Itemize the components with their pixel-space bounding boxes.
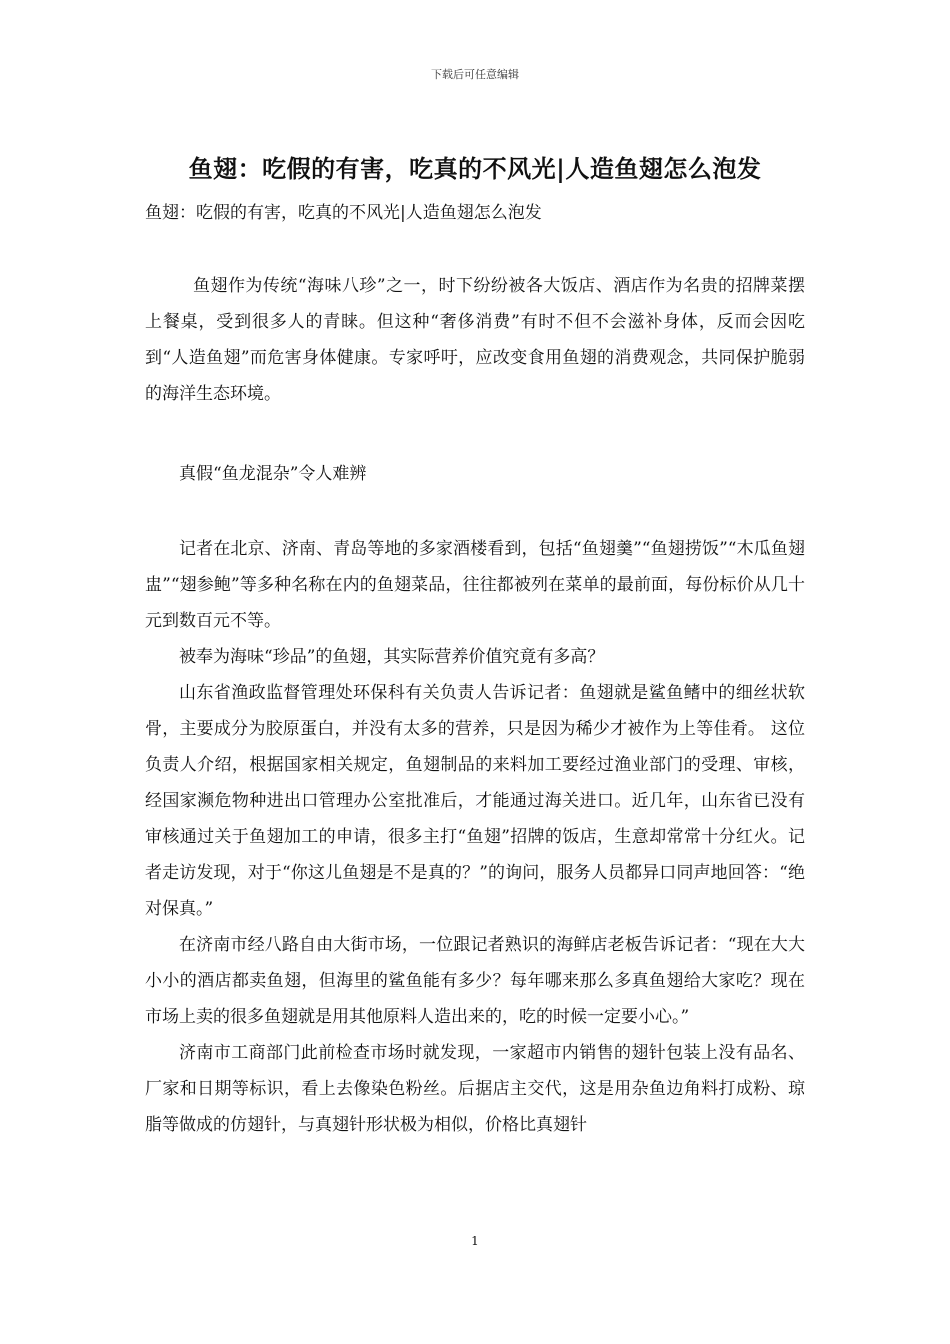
body-paragraph: 在济南市经八路自由大街市场，一位跟记者熟识的海鲜店老板告诉记者：“现在大大小小的酒店都卖鱼翅，但海里的鲨鱼能有多少？每年哪来那么多真鱼翅给大家吃？现在市场上卖的很多鱼翅就是用其他原料人造出来的，吃的时候一定要小心。” xyxy=(145,935,805,1027)
body-paragraph: 被奉为海味“珍品”的鱼翅，其实际营养价值究竟有多高？ xyxy=(179,647,605,667)
section-heading: 真假“鱼龙混杂”令人难辨 xyxy=(179,464,367,484)
document-title: 鱼翅：吃假的有害，吃真的不风光|人造鱼翅怎么泡发 xyxy=(188,154,762,183)
intro-paragraph: 鱼翅作为传统“海味八珍”之一，时下纷纷被各大饭店、酒店作为名贵的招牌菜摆上餐桌，受到很多人的青睐。但这种“奢侈消费”有时不但不会滋补身体，反而会因吃到“人造鱼翅”而危害身体健康。专家呼吁，应改变食用鱼翅的消费观念，共同保护脆弱的海洋生态环境。 xyxy=(145,276,805,404)
article-body xyxy=(145,531,805,1143)
body-paragraph: 济南市工商部门此前检查市场时就发现，一家超市内销售的翅针包装上没有品名、厂家和日期等标识，看上去像染色粉丝。后据店主交代，这是用杂鱼边角料打成粉、琼脂等做成的仿翅针，与真翅针形状极为相似，价格比真翅针 xyxy=(145,1043,805,1135)
section-block xyxy=(145,456,805,492)
page-number: 1 xyxy=(471,1234,479,1248)
body-paragraph: 记者在北京、济南、青岛等地的多家酒楼看到，包括“鱼翅羹”“鱼翅捞饭”“木瓜鱼翅盅”“翅参鲍”等多种名称在内的鱼翅菜品，往往都被列在菜单的最前面，每份标价从几十元到数百元不等。 xyxy=(145,539,805,631)
page-header: 下载后可任意编辑 xyxy=(431,68,519,81)
intro-block xyxy=(145,268,805,412)
document-subtitle: 鱼翅：吃假的有害，吃真的不风光|人造鱼翅怎么泡发 xyxy=(145,203,542,223)
body-paragraph: 山东省渔政监督管理处环保科有关负责人告诉记者：鱼翅就是鲨鱼鳍中的细丝状软骨，主要成分为胶原蛋白，并没有太多的营养，只是因为稀少才被作为上等佳肴。 这位负责人介绍，根据国家相关规定，鱼翅制品的来料加工要经过渔业部门的受理、审核，经国家濒危物种进出口管理办公室批准后，才能通过海关进口。近几年，山东省已没有审核通过关于鱼翅加工的申请，很多主打“鱼翅”招牌的饭店，生意却常常十分红火。记者走访发现，对于“你这儿鱼翅是不是真的？”的询问，服务人员都异口同声地回答：“绝对保真。” xyxy=(145,683,805,919)
